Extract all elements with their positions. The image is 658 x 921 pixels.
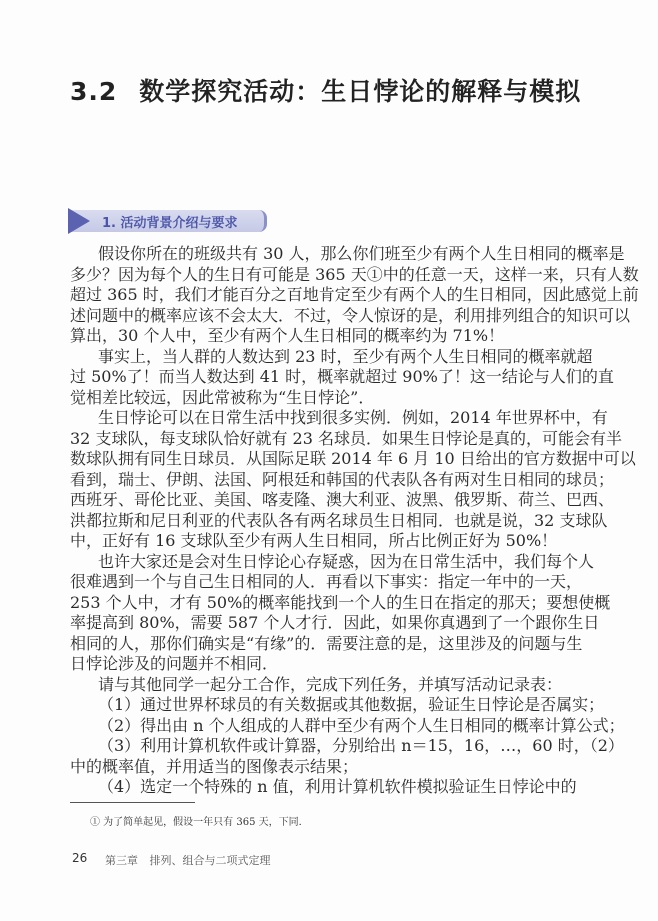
text-line: 率提高到 80%，需要 587 个人才行．因此，如果你真遇到了一个跟你生日 xyxy=(70,613,600,632)
text-line: 洪都拉斯和尼日利亚的代表队各有两名球员生日相同．也就是说，32 支球队 xyxy=(70,510,608,530)
footnote: ① 为了简单起见，假设一年只有 365 天，下同． xyxy=(90,817,309,828)
paragraph xyxy=(70,674,563,696)
section-number: 3.2 xyxy=(70,77,118,106)
text-line: 超过 365 时，我们才能百分之百地肯定至少有两个人的生日相同，因此感觉上前 xyxy=(70,285,639,304)
text-line: 253 个人中，才有 50%的概率能找到一个人的生日在指定的那天；要想使概 xyxy=(70,592,611,612)
text-line: 觉相差比较远，因此常被称为“生日悖论”． xyxy=(70,387,375,407)
subsection-heading: 1. 活动背景介绍与要求 xyxy=(102,216,238,231)
paragraph xyxy=(70,551,611,675)
text-line: 很难遇到一个与自己生日相同的人．再看以下事实：指定一年中的一天， xyxy=(70,572,583,591)
text-line: 西班牙、哥伦比亚、美国、喀麦隆、澳大利亚、波黑、俄罗斯、荷兰、巴西、 xyxy=(70,490,615,509)
text-line: 多少？因为每个人的生日有可能是 365 天①中的任意一天，这样一来，只有人数 xyxy=(70,264,639,284)
text-line: 日悖论涉及的问题并不相同． xyxy=(70,654,279,673)
paragraph xyxy=(70,715,625,737)
chapter-running-footer: 第三章 排列、组合与二项式定理 xyxy=(105,854,271,867)
text-line: （2）得出由 n 个人组成的人群中至少有两个人生日相同的概率计算公式； xyxy=(98,715,625,735)
text-line: 过 50%了！而当人数达到 41 时，概率就超过 90%了！这一结论与人们的直 xyxy=(70,367,614,386)
text-line: 请与其他同学一起分工合作，完成下列任务，并填写活动记录表： xyxy=(98,674,563,694)
subsection-banner xyxy=(70,210,267,232)
section-title xyxy=(70,72,581,108)
text-line: 32 支球队，每支球队恰好就有 23 名球员．如果生日悖论是真的，可能会有半 xyxy=(70,428,622,448)
text-line: 数球队拥有同生日球员．从国际足联 2014 年 6 月 10 日给出的官方数据中可以 xyxy=(70,449,636,468)
text-line: 假设你所在的班级共有 30 人，那么你们班至少有两个人生日相同的概率是 xyxy=(98,244,625,263)
body-text xyxy=(70,244,639,798)
text-line: （4）选定一个特殊的 n 值，利用计算机软件模拟验证生日悖论中的 xyxy=(98,777,577,796)
text-line: 中，正好有 16 支球队至少有两人生日相同，所占比例正好为 50%！ xyxy=(70,531,558,550)
section-title-text: 数学探究活动：生日悖论的解释与模拟 xyxy=(139,77,582,106)
text-line: 看到，瑞士、伊朗、法国、阿根廷和韩国的代表队各有两对生日相同的球员； xyxy=(70,469,615,489)
text-line: 事实上，当人群的人数达到 23 时，至少有两个人生日相同的概率就超 xyxy=(98,346,593,366)
text-line: 述问题中的概率应该不会太大．不过，令人惊讶的是，利用排列组合的知识可以 xyxy=(70,305,631,325)
footnote-divider xyxy=(70,802,195,803)
text-line: 算出，30 个人中，至少有两个人生日相同的概率约为 71%！ xyxy=(70,326,505,345)
paragraph xyxy=(70,695,605,716)
text-line: 生日悖论可以在日常生活中找到很多实例．例如，2014 年世界杯中，有 xyxy=(98,408,608,427)
paragraph xyxy=(70,736,624,777)
page-number: 26 xyxy=(72,851,88,865)
paragraph xyxy=(70,408,636,552)
paragraph xyxy=(70,346,614,409)
banner-arrow-icon xyxy=(68,208,90,234)
paragraph xyxy=(70,777,577,798)
paragraph xyxy=(70,244,639,347)
text-line: 相同的人，那你们确实是“有缘”的．需要注意的是，这里涉及的问题与生 xyxy=(70,633,583,653)
text-line: （3）利用计算机软件或计算器，分别给出 n＝15，16，…，60 时，（2） xyxy=(98,736,624,755)
text-line: （1）通过世界杯球员的有关数据或其他数据，验证生日悖论是否属实； xyxy=(98,695,605,714)
text-line: 也许大家还是会对生日悖论心存疑惑，因为在日常生活中，我们每个人 xyxy=(98,551,595,571)
text-line: 中的概率值，并用适当的图像表示结果； xyxy=(70,756,359,776)
